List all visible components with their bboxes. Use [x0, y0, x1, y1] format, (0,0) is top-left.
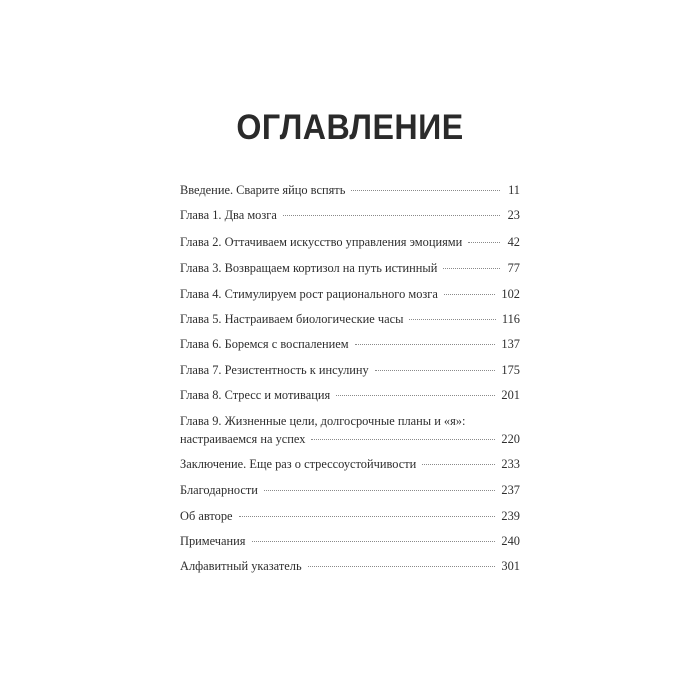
toc-entry-page: 11: [508, 183, 520, 197]
toc-entry-label: Глава 4. Стимулируем рост рационального мозга: [180, 287, 438, 301]
toc-entry-page: 239: [501, 509, 520, 523]
toc-entry-page: 102: [501, 287, 520, 301]
toc-entry-page: 301: [501, 559, 520, 573]
toc-entry-label: Глава 6. Боремся с воспалением: [180, 337, 349, 351]
toc-entry-label: Алфавитный указатель: [180, 559, 302, 573]
dot-leader: [468, 242, 500, 243]
toc-entry: [180, 286, 520, 302]
toc-entry: [180, 362, 520, 378]
toc-entry-page: 237: [501, 483, 520, 497]
toc-entry: [180, 508, 520, 524]
dot-leader: [351, 190, 500, 191]
toc-entry-page: 23: [507, 208, 520, 222]
page-title: ОГЛАВЛЕНИЕ: [236, 108, 464, 147]
toc-entry: [180, 558, 520, 574]
dot-leader: [252, 541, 496, 542]
toc-entry: [180, 533, 520, 549]
toc-entry-label: Глава 3. Возвращаем кортизол на путь истинный: [180, 261, 438, 275]
toc-entry: [180, 482, 520, 498]
dot-leader: [264, 490, 495, 491]
toc-entry-page: 42: [507, 235, 520, 249]
toc-entry: [180, 260, 520, 276]
toc-entry: [180, 413, 520, 447]
toc-entry-label-line1: Глава 9. Жизненные цели, долгосрочные планы и «я»:: [180, 414, 466, 428]
toc-entry-label: Глава 5. Настраиваем биологические часы: [180, 312, 404, 326]
toc-entry-page: 201: [501, 388, 520, 402]
toc-entry-page: 220: [501, 432, 520, 446]
toc-entry-label: Благодарности: [180, 483, 258, 497]
toc-entry-label: Глава 2. Оттачиваем искусство управления эмоциями: [180, 235, 463, 249]
toc-entry-page: 233: [501, 457, 520, 471]
toc-entry-label: Об авторе: [180, 509, 233, 523]
toc-entry-label: Заключение. Еще раз о стрессоустойчивости: [180, 457, 417, 471]
dot-leader: [336, 395, 495, 396]
dot-leader: [283, 215, 500, 216]
dot-leader: [422, 464, 495, 465]
toc-entry: [180, 336, 520, 352]
dot-leader: [311, 439, 495, 440]
dot-leader: [444, 294, 496, 295]
toc-entry: [180, 311, 520, 327]
toc-entry: [180, 207, 520, 223]
toc-entry-page: 175: [501, 363, 520, 377]
toc-entry-page: 77: [507, 261, 520, 275]
toc-entry-label: настраиваемся на успех: [180, 432, 306, 446]
dot-leader: [308, 566, 496, 567]
dot-leader: [375, 370, 496, 371]
toc-entry-page: 240: [501, 534, 520, 548]
toc-entry: [180, 182, 520, 198]
dot-leader: [443, 268, 500, 269]
toc-entry: [180, 387, 520, 403]
toc-entry-label: Введение. Сварите яйцо вспять: [180, 183, 346, 197]
toc-entry: [180, 456, 520, 472]
toc-entry-label: Глава 7. Резистентность к инсулину: [180, 363, 369, 377]
toc-entry-page: 116: [501, 312, 520, 326]
toc-entry-label: Глава 1. Два мозга: [180, 208, 277, 222]
toc-entry: [180, 234, 520, 250]
dot-leader: [239, 516, 496, 517]
toc-entry-page: 137: [501, 337, 520, 351]
toc-entry-label: Глава 8. Стресс и мотивация: [180, 388, 331, 402]
dot-leader: [355, 344, 496, 345]
toc-entry-label: Примечания: [180, 534, 246, 548]
dot-leader: [409, 319, 495, 320]
